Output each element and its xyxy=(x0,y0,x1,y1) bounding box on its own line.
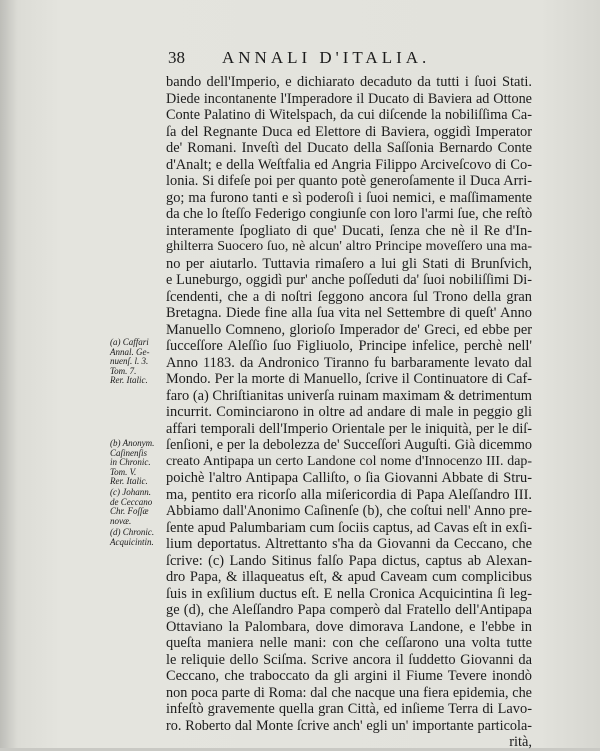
margin-note-line: (c) Johann. xyxy=(110,487,151,497)
text-line: ſa del Regnante Duca ed Elettore di Baviera, oggidì Imperator xyxy=(166,123,532,140)
page-header xyxy=(168,48,500,70)
text-line: non poca parte di Roma: dal che nacque una fiera epidemia, che xyxy=(166,684,532,701)
margin-note-line: Rer. Italic. xyxy=(110,375,148,385)
text-line: Diede incontanente l'Imperadore il Ducato di Baviera ad Ottone xyxy=(166,90,532,107)
margin-note-line: Annal. Ge- xyxy=(110,346,150,357)
text-line: lium deportatus. Altrettanto s'ha da Giovanni da Ceccano, che xyxy=(166,536,532,552)
text-line: creato Antipapa un certo Landone col nome d'Innocenzo III. dap- xyxy=(166,453,532,469)
margin-note-line: de Ceccano xyxy=(110,496,153,507)
text-line: Anno 1183. da Andronico Tiranno fu barbaramente levato dal xyxy=(166,354,532,371)
text-line: ſucceſſore Aleſſio ſuo Figliuolo, Principe infelice, perchè nell' xyxy=(166,338,532,354)
text-line: no per aiutarlo. Tuttavia rimaſero a lui gli Stati di Brunſvich, xyxy=(166,255,532,272)
margin-note-line: in Chronic. xyxy=(110,457,151,467)
page-number: 38 xyxy=(168,48,185,67)
text-line: ſenſioni, e per la debolezza de' Succeſſori Auguſti. Già dicemmo xyxy=(166,437,532,453)
text-line: Abbiamo dall'Anonimo Caſinenſe (b), che coſtui nell' Anno pre- xyxy=(166,503,532,519)
margin-note-a xyxy=(110,338,168,386)
margin-note-line: nuenſ. l. 3. xyxy=(110,356,149,366)
text-line: ghilterra Suocero ſuo, nè alcun' altro Principe moveſſero una ma- xyxy=(166,239,532,254)
text-line: rità, xyxy=(509,734,532,750)
margin-note-d xyxy=(110,528,168,547)
margin-note-line: Acquicintin. xyxy=(110,536,154,547)
text-line: dro Papa, & illaqueatus eſt, & apud Caveam cum complicibus xyxy=(166,569,532,585)
margin-note-line: Rer. Italic. xyxy=(110,476,148,486)
text-line: incurrit. Cominciarono in oltre ad andare di male in peggio gli xyxy=(166,404,532,420)
text-line: Mondo. Per la morte di Manuello, ſcrive il Continuatore di Caf- xyxy=(166,371,532,387)
text-line: go; ma furono tanti e sì poderoſi i ſuoi nemici, e maſſimamente xyxy=(166,189,532,206)
margin-note-line: Chr. Foſſæ xyxy=(110,506,149,516)
text-line: Bretagna. Diede fine alla ſua vita nel Settembre di queſt' Anno xyxy=(166,305,532,321)
text-line: Manuello Comneno, glorioſo Imperador de' Greci, ed ebbe per xyxy=(166,321,532,338)
running-title: ANNALI D'ITALIA. xyxy=(222,48,431,67)
text-line: ro. Roberto dal Monte ſcrive anch' egli un' importante particola- xyxy=(166,717,532,734)
text-line: bando dell'Imperio, e dichiarato decaduto da tutti i ſuoi Stati. xyxy=(166,74,532,90)
text-line: infeſtò gravemente quella gran Città, ed inſieme Terra di Lavo- xyxy=(166,701,532,717)
text-line: ſente apud Palumbariam cum ſociis captus, ad Cavas eſt in exſi- xyxy=(166,519,532,536)
text-line: interamente ſpogliato di que' Ducati, ſenza che nè il Re d'In- xyxy=(166,222,532,239)
text-line: ge (d), che Aleſſandro Papa comperò dal Fratello dell'Antipapa xyxy=(166,602,532,618)
text-line: poichè l'altro Antipapa Calliſto, o ſia Giovanni Abbate di Stru- xyxy=(166,470,532,486)
margin-note-line: novæ. xyxy=(110,515,132,526)
margin-note-c xyxy=(110,488,168,526)
margin-note-line: Tom. V. xyxy=(110,466,137,477)
margin-note-line: (a) Caffari xyxy=(110,337,149,347)
text-line: Ottaviano la Palombara, dove dimorava Landone, e l'ebbe in xyxy=(166,618,532,635)
text-line: ma, pentito era ricorſo alla miſericordia di Papa Aleſſandro III. xyxy=(166,486,532,503)
text-line: queſta maniera nelle mani: con che ceſſarono una volta tutte xyxy=(166,635,532,651)
text-line: affari temporali dell'Imperio Orientale per le iniquità, per le diſ- xyxy=(166,420,532,437)
margin-note-b xyxy=(110,439,168,487)
text-line: ſcrive: (c) Lando Sitinus falſo Papa dictus, captus ab Alexan- xyxy=(166,552,532,569)
text-line: da che lo ſteſſo Federigo congiunſe con loro l'armi ſue, che reſtò xyxy=(166,206,533,222)
margin-note-line: Tom. 7. xyxy=(110,365,137,376)
margin-note-line: (d) Chronic. xyxy=(110,527,155,537)
text-line: d'Analt; e della Weſtfalia ed Angria Filippo Arciveſcovo di Co- xyxy=(166,156,532,173)
text-line: ſcendenti, che a di noſtri ſeggono ancora ſul Trono della gran xyxy=(166,288,532,305)
text-line: lonia. Si difeſe poi per quanto potè generoſamente il Duca Arri- xyxy=(166,173,532,189)
text-line: e Luneburgo, oggidì pur' anche poſſeduti da' ſuoi nobiliſſimi Di- xyxy=(166,272,532,288)
body-text xyxy=(166,74,532,751)
text-line: le reliquie dello Sciſma. Scrive ancora il ſuddetto Giovanni da xyxy=(166,651,532,668)
text-line: Conte Palatino di Witelspach, da cui diſcende la nobiliſſima Ca- xyxy=(166,107,532,123)
margin-note-line: Caſinenſis xyxy=(110,447,148,458)
text-line: faro (a) Chriſtianitas univerſa ruinam maximam & detrimentum xyxy=(166,387,532,404)
text-line: Ceccano, che traboccato da gli argini il Fiume Tevere inondò xyxy=(166,668,532,684)
text-line: ſuis in exſilium ductus eſt. E nella Cronica Acquicintina ſi leg- xyxy=(166,585,532,602)
margin-note-line: (b) Anonym. xyxy=(110,438,155,448)
text-line: de' Romani. Inveſtì del Ducato della Saſſonia Bernardo Conte xyxy=(166,140,532,156)
